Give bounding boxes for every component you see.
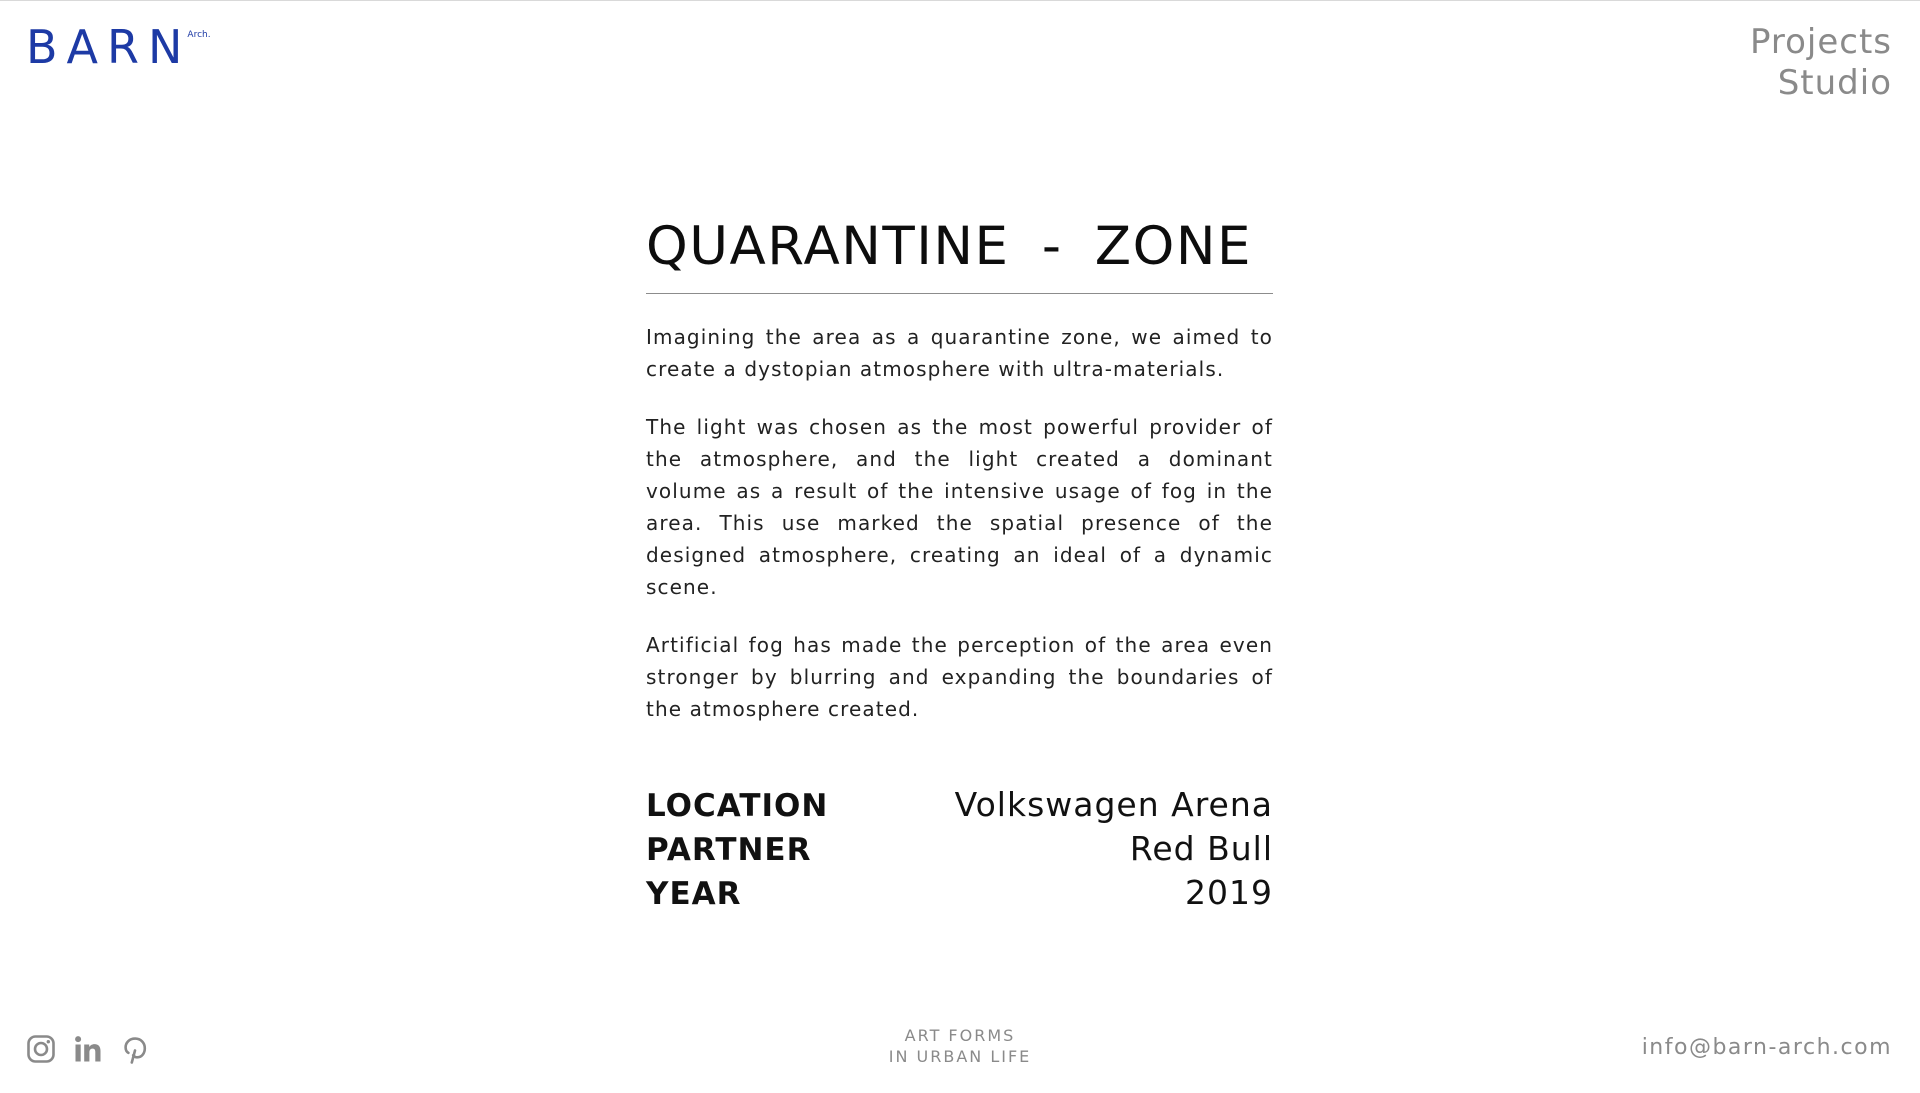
linkedin-icon: [73, 1034, 103, 1064]
nav-link-studio[interactable]: Studio: [1777, 63, 1892, 103]
pinterest-icon: [120, 1034, 150, 1064]
project-description-paragraph: The light was chosen as the most powerful provider of the atmosphere, and the light created a dominant volume as a result of the intensive usage of fog in the area. This use marked the spatial presence of the designed atmosphere, creating an ideal of a dynamic scene.: [646, 415, 1273, 599]
project-description-paragraph: Artificial fog has made the perception of the area even stronger by blurring and expanding the boundaries of the atmosphere created.: [646, 633, 1273, 721]
project-details: [646, 783, 1273, 915]
logo-wordmark: BARN: [26, 20, 192, 74]
detail-row-partner: [646, 827, 1273, 871]
top-divider: [0, 0, 1920, 1]
main-nav: [1750, 22, 1892, 104]
footer-tagline: [860, 1025, 1060, 1067]
contact-email-link[interactable]: info@barn-arch.com: [1641, 1035, 1892, 1060]
tagline-line-1: ART FORMS: [904, 1026, 1016, 1045]
detail-value: Red Bull: [1129, 829, 1273, 868]
detail-row-location: [646, 783, 1273, 827]
instagram-icon: [26, 1034, 56, 1064]
nav-link-projects[interactable]: Projects: [1749, 22, 1892, 62]
project-description-paragraph: Imagining the area as a quarantine zone, we aimed to create a dystopian atmosphere with ultra-materials.: [646, 325, 1273, 381]
tagline-line-2: IN URBAN LIFE: [888, 1047, 1032, 1066]
title-divider: [646, 293, 1273, 294]
logo-suffix: Arch.: [187, 30, 211, 40]
pinterest-link[interactable]: [120, 1034, 150, 1064]
instagram-link[interactable]: [26, 1034, 56, 1064]
detail-row-year: [646, 871, 1273, 915]
detail-label: YEAR: [646, 876, 742, 912]
detail-label: PARTNER: [646, 832, 812, 868]
social-links: [26, 1034, 150, 1064]
barn-logo[interactable]: [26, 20, 211, 74]
project-article: [646, 215, 1273, 915]
detail-value: 2019: [1185, 873, 1273, 912]
project-title: QUARANTINE - ZONE: [646, 216, 1252, 277]
detail-value: Volkswagen Arena: [954, 785, 1273, 824]
detail-label: LOCATION: [646, 788, 829, 824]
linkedin-link[interactable]: [73, 1034, 103, 1064]
